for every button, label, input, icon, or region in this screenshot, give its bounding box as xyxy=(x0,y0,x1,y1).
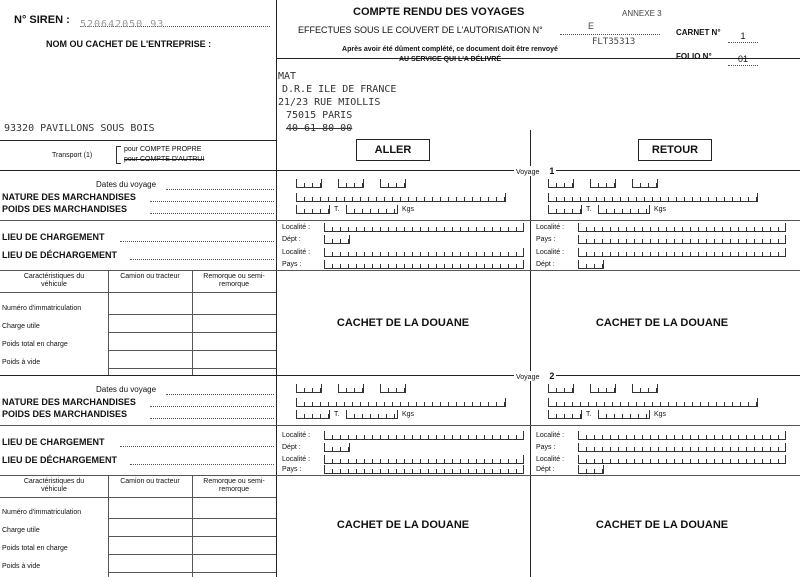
voyage1-word: Voyage xyxy=(516,169,540,176)
v2-retour-kgs: Kgs xyxy=(654,411,667,418)
v1-nature-label: NATURE DES MARCHANDISES xyxy=(2,192,136,202)
v2-aller-dept: Dépt : xyxy=(282,444,301,451)
v1-table-row2: Charge utile xyxy=(2,323,40,330)
v1-retour-pays-1-field[interactable] xyxy=(578,235,786,244)
v1-retour-date-year[interactable] xyxy=(632,179,658,188)
v2-retour-poids-t[interactable] xyxy=(548,410,582,419)
voyage1-label xyxy=(514,166,556,176)
v2-chargement-label: LIEU DE CHARGEMENT xyxy=(2,437,105,447)
v2-table-header-bottom xyxy=(0,497,276,498)
v1-aller-cachet: CACHET DE LA DOUANE xyxy=(336,317,470,329)
v2-aller-dept-field[interactable] xyxy=(324,443,350,452)
v1-retour-nature[interactable] xyxy=(548,193,758,202)
transport-option-own[interactable]: pour COMPTE PROPRE xyxy=(124,146,202,153)
v2-aller-pays-field[interactable] xyxy=(324,465,524,474)
v2-aller-poids-kg[interactable] xyxy=(346,410,398,419)
v2-retour-cachet: CACHET DE LA DOUANE xyxy=(595,519,729,531)
v1-table-h3: Remorque ou semi-remorque xyxy=(203,273,265,288)
v1-retour-cachet: CACHET DE LA DOUANE xyxy=(595,317,729,329)
authorization-number: FLT35313 xyxy=(592,37,636,47)
v2-table-row4: Poids à vide xyxy=(2,563,41,570)
v2-retour-localite-2-field[interactable] xyxy=(578,455,786,464)
v2-dates-dots xyxy=(166,385,274,395)
v1-aller-nature[interactable] xyxy=(296,193,506,202)
aller-button[interactable]: ALLER xyxy=(356,139,430,161)
v1-poids-label: POIDS DES MARCHANDISES xyxy=(2,204,128,214)
v1-retour-dept: Dépt : xyxy=(536,261,555,268)
v2-retour-t: T. xyxy=(586,411,592,418)
voyage1-number: 1 xyxy=(549,166,555,176)
v2-table-row1: Numéro d'immatriculation xyxy=(2,509,82,516)
v1-retour-dept-field[interactable] xyxy=(578,260,604,269)
v2-retour-pays-1: Pays : xyxy=(536,444,556,451)
v2-aller-pays: Pays : xyxy=(282,466,302,473)
transport-bottom xyxy=(0,170,800,171)
v2-table-col2 xyxy=(192,475,193,577)
v2-table-h1: Caractéristiques du véhicule xyxy=(23,478,85,493)
v1-retour-t: T. xyxy=(586,206,592,213)
v2-aller-cachet: CACHET DE LA DOUANE xyxy=(336,519,470,531)
v1-dates-label: Dates du voyage xyxy=(96,180,157,189)
v1-aller-dept-field[interactable] xyxy=(324,235,350,244)
v2-aller-t: T. xyxy=(334,411,340,418)
v1-retour-date-day[interactable] xyxy=(548,179,574,188)
authority-line1: MAT xyxy=(278,71,297,82)
aller-retour-divider xyxy=(530,130,531,577)
v1-table-line3 xyxy=(108,350,276,351)
v2-dechargement-dots xyxy=(130,456,274,465)
v2-table-col1 xyxy=(108,475,109,577)
v1-dechargement-dots xyxy=(130,251,274,260)
v2-table-line4 xyxy=(108,572,276,573)
carnet-value: 1 xyxy=(740,31,746,41)
annex-label: ANNEXE 3 xyxy=(622,9,662,18)
v1-aller-date-day[interactable] xyxy=(296,179,322,188)
v1-dates-dots xyxy=(166,180,274,190)
v2-aller-localite-1: Localité : xyxy=(282,432,311,439)
document-title: COMPTE RENDU DES VOYAGES xyxy=(353,6,525,18)
transport-label: Transport (1) xyxy=(52,152,93,159)
v2-aller-date-month[interactable] xyxy=(338,384,364,393)
siren-field[interactable] xyxy=(80,14,270,30)
v1-retour-localite-1-field[interactable] xyxy=(578,223,786,232)
authority-line5: 40 61 80 00 xyxy=(286,123,353,134)
v1-section-divider xyxy=(0,220,800,221)
authority-line2: D.R.E ILE DE FRANCE xyxy=(282,84,397,95)
siren-label: N° SIREN : xyxy=(14,14,70,26)
v2-table-h3: Remorque ou semi-remorque xyxy=(203,478,265,493)
v2-aller-poids-t[interactable] xyxy=(296,410,330,419)
v1-aller-pays: Pays : xyxy=(282,261,302,268)
v1-retour-kgs: Kgs xyxy=(654,206,667,213)
v2-dechargement-label: LIEU DE DÉCHARGEMENT xyxy=(2,455,118,465)
v2-retour-date-year[interactable] xyxy=(632,384,658,393)
v1-nature-dots xyxy=(150,193,274,202)
v2-aller-kgs: Kgs xyxy=(402,411,415,418)
v2-poids-dots xyxy=(150,410,274,419)
v1-aller-kgs: Kgs xyxy=(402,206,415,213)
voyage2-number: 2 xyxy=(549,371,555,381)
v1-retour-poids-t[interactable] xyxy=(548,205,582,214)
v1-chargement-label: LIEU DE CHARGEMENT xyxy=(2,232,105,242)
carnet-label: CARNET N° xyxy=(676,28,721,37)
v2-aller-nature[interactable] xyxy=(296,398,506,407)
v1-table-top xyxy=(0,270,800,271)
v2-aller-date-day[interactable] xyxy=(296,384,322,393)
retour-button[interactable]: RETOUR xyxy=(638,139,712,161)
v2-retour-date-month[interactable] xyxy=(590,384,616,393)
v1-table-line1 xyxy=(108,314,276,315)
v2-aller-date-year[interactable] xyxy=(380,384,406,393)
v1-retour-localite-1: Localité : xyxy=(536,224,565,231)
left-panel-divider xyxy=(276,0,277,577)
authorization-text: EFFECTUES SOUS LE COUVERT DE L'AUTORISATION N° xyxy=(298,25,543,35)
v1-table-col2 xyxy=(192,270,193,375)
company-address: 93320 PAVILLONS SOUS BOIS xyxy=(4,123,155,134)
v1-aller-localite-1-field[interactable] xyxy=(324,223,524,232)
authority-line4: 75015 PARIS xyxy=(286,110,353,121)
v1-chargement-dots xyxy=(120,233,274,242)
v1-aller-poids-kg[interactable] xyxy=(346,205,398,214)
v2-retour-localite-1-field[interactable] xyxy=(578,431,786,440)
v1-retour-pays-1: Pays : xyxy=(536,236,556,243)
v1-table-row1: Numéro d'immatriculation xyxy=(2,305,82,312)
v1-aller-date-year[interactable] xyxy=(380,179,406,188)
v2-retour-dept-field[interactable] xyxy=(578,465,604,474)
authority-address xyxy=(278,70,396,135)
v1-retour-localite-2-field[interactable] xyxy=(578,248,786,257)
v1-retour-localite-2: Localité : xyxy=(536,249,565,256)
v2-retour-poids-kg[interactable] xyxy=(598,410,650,419)
voyage2-word: Voyage xyxy=(516,374,540,381)
v1-table-h2: Camion ou tracteur xyxy=(120,273,180,280)
voyage2-top xyxy=(0,375,800,376)
v2-retour-dept: Dépt : xyxy=(536,466,555,473)
v1-table-row3: Poids total en charge xyxy=(2,341,68,348)
v2-retour-pays-1-field[interactable] xyxy=(578,443,786,452)
v1-aller-t: T. xyxy=(334,206,340,213)
v2-section-divider xyxy=(0,425,800,426)
v1-poids-dots xyxy=(150,205,274,214)
v1-table-row4: Poids à vide xyxy=(2,359,41,366)
return-note-line1: Après avoir été dûment complété, ce document doit être renvoyé xyxy=(342,46,558,53)
v1-aller-localite-1: Localité : xyxy=(282,224,311,231)
transport-option-third-party[interactable]: pour COMPTE D'AUTRUI xyxy=(124,156,205,163)
v2-table-line1 xyxy=(108,518,276,519)
carnet-field[interactable] xyxy=(728,31,758,43)
v2-nature-dots xyxy=(150,398,274,407)
v1-retour-date-month[interactable] xyxy=(590,179,616,188)
v2-retour-localite-1: Localité : xyxy=(536,432,565,439)
v2-retour-localite-2: Localité : xyxy=(536,456,565,463)
v1-aller-poids-t[interactable] xyxy=(296,205,330,214)
v1-table-h1: Caractéristiques du véhicule xyxy=(23,273,85,288)
folio-field[interactable] xyxy=(728,54,758,66)
folio-label: FOLIO N° xyxy=(676,52,712,61)
v2-poids-label: POIDS DES MARCHANDISES xyxy=(2,409,128,419)
v1-aller-pays-field[interactable] xyxy=(324,260,524,269)
company-label: NOM OU CACHET DE L'ENTREPRISE : xyxy=(46,39,212,49)
return-note-line2: AU SERVICE QUI L'A DÉLIVRÉ xyxy=(398,56,501,63)
v1-aller-dept: Dépt : xyxy=(282,236,301,243)
v2-table-h2: Camion ou tracteur xyxy=(120,478,180,485)
v2-dates-label: Dates du voyage xyxy=(96,385,157,394)
v1-dechargement-label: LIEU DE DÉCHARGEMENT xyxy=(2,250,118,260)
v2-table-line2 xyxy=(108,536,276,537)
authorization-type: E xyxy=(588,21,595,31)
siren-value: 520642050 93 xyxy=(80,19,165,30)
v2-nature-label: NATURE DES MARCHANDISES xyxy=(2,397,136,407)
v2-aller-localite-2: Localité : xyxy=(282,456,311,463)
v2-aller-localite-1-field[interactable] xyxy=(324,431,524,440)
v2-chargement-dots xyxy=(120,438,274,447)
v1-aller-date-month[interactable] xyxy=(338,179,364,188)
v1-table-line4 xyxy=(108,368,276,369)
v1-aller-localite-2-field[interactable] xyxy=(324,248,524,257)
v2-retour-date-day[interactable] xyxy=(548,384,574,393)
transport-brace xyxy=(116,146,121,164)
folio-value: 01 xyxy=(737,54,748,64)
v1-table-header-bottom xyxy=(0,292,276,293)
v2-aller-localite-2-field[interactable] xyxy=(324,455,524,464)
company-box-bottom xyxy=(0,140,276,141)
v2-retour-nature[interactable] xyxy=(548,398,758,407)
v2-table-top xyxy=(0,475,800,476)
v2-table-row2: Charge utile xyxy=(2,527,40,534)
v1-table-line2 xyxy=(108,332,276,333)
v2-table-line3 xyxy=(108,554,276,555)
v1-table-col1 xyxy=(108,270,109,375)
authority-line3: 21/23 RUE MIOLLIS xyxy=(278,97,381,108)
v1-aller-localite-2: Localité : xyxy=(282,249,311,256)
v2-table-row3: Poids total en charge xyxy=(2,545,68,552)
voyage2-label xyxy=(514,371,556,381)
v1-retour-poids-kg[interactable] xyxy=(598,205,650,214)
authorization-field[interactable] xyxy=(560,23,660,35)
